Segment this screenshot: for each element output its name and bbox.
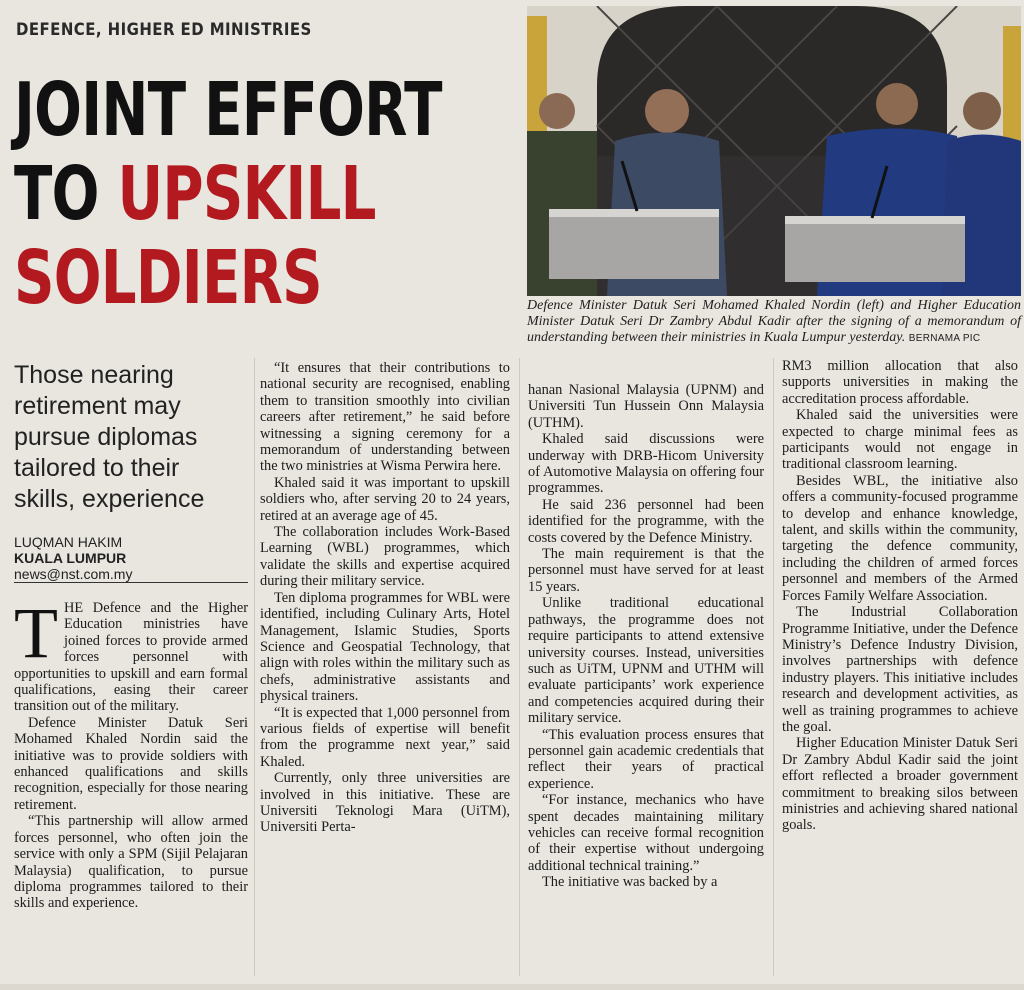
byline (14, 534, 249, 582)
column-divider (254, 358, 255, 976)
drop-cap: T (14, 593, 58, 673)
paragraph (14, 593, 248, 715)
byline-author: LUQMAN HAKIM (14, 534, 123, 550)
paragraph: “It is expected that 1,000 personnel from various fields of expertise will benefit from the programme next year,” said Khaled. (260, 704, 510, 770)
page-bottom-edge (0, 984, 1024, 990)
paragraph: “This evaluation process ensures that personnel gain academic credentials that reflect their years of practical experience. (528, 726, 764, 792)
paragraph: “It ensures that their contributions to national security are recognised, enabling them to transition smoothly into civilian careers after retirement,” he said before witnessing a signing ceremony for a memorandum of understanding between the two ministries at Wisma Perwira here. (260, 360, 510, 475)
paragraph: “This partnership will allow armed forces personnel, who often join the service with only a SPM (Sijil Pelajaran Malaysia) qualification, to pursue diploma programmes tailored to their skills and experience. (14, 813, 248, 912)
paragraph: RM3 million allocation that also supports universities in making the accreditation process affordable. (782, 358, 1018, 407)
paragraph: Khaled said the universities were expected to charge minimal fees as participants would not engage in traditional classroom learning. (782, 407, 1018, 473)
paragraph: He said 236 personnel had been identified for the programme, with the costs covered by the Defence Ministry. (528, 496, 764, 546)
paragraph: hanan Nasional Malaysia (UPNM) and Universiti Tun Hussein Onn Malaysia (UTHM). (528, 382, 764, 431)
paragraph: Besides WBL, the initiative also offers a community-focused programme to develop and enhance knowledge, talent, and skills within the community, targeting the defence community, including the children of armed forces personnel and members of the Armed Forces Family Welfare Association. (782, 472, 1018, 604)
paragraph-text: HE Defence and the Higher Education ministries have joined forces to provide armed forces personnel with opportunities to upskill and earn formal qualifications, easing their career transition out of the military. (14, 600, 248, 715)
paragraph: Higher Education Minister Datuk Seri Dr Zambry Abdul Kadir said the joint effort reflected a broader government commitment to breaking silos between ministries and achieving shared national goals. (782, 735, 1018, 834)
column-divider (519, 358, 520, 976)
paragraph: Ten diploma programmes for WBL were identified, including Culinary Arts, Hotel Management, Islamic Studies, Sports Science and Geospatial Technology, that align with roles within the military such as chefs, administrative assistants and physical trainers. (260, 589, 510, 705)
paragraph: The initiative was backed by a (542, 874, 718, 891)
article-column-2 (260, 360, 510, 836)
column-divider (773, 358, 774, 976)
photo-credit: BERNAMA PIC (908, 333, 981, 344)
headline (14, 67, 442, 321)
byline-location: KUALA LUMPUR (14, 550, 127, 566)
paragraph: Khaled said it was important to upskill soldiers who, after serving 20 to 24 years, retired at an average age of 45. (260, 474, 510, 524)
photo-illustration (527, 6, 1021, 296)
headline-line-2b: UPSKILL (117, 151, 376, 237)
article-column-3 (528, 382, 764, 891)
headline-line-1: JOINT EFFORT (14, 67, 442, 153)
article-column-1 (14, 593, 248, 912)
news-photo (527, 6, 1021, 296)
section-kicker: DEFENCE, HIGHER ED MINISTRIES (16, 20, 312, 40)
subheadline: Those nearing retirement may pursue diplomas tailored to their skills, experience (14, 361, 205, 513)
paragraph: The collaboration includes Work-Based Learning (WBL) programmes, which validate the skills and expertise acquired during their military service. (260, 524, 510, 590)
paragraph: “For instance, mechanics who have spent decades maintaining military vehicles can receive formal recognition of their expertise without undergoing additional technical training.” (528, 792, 764, 874)
paragraph: Defence Minister Datuk Seri Mohamed Khaled Nordin said the initiative was to provide soldiers with enhanced qualifications and skills recognition, especially for those nearing retirement. (14, 714, 248, 813)
byline-email[interactable]: news@nst.com.my (14, 566, 133, 582)
byline-divider (14, 582, 248, 583)
paragraph: Unlike traditional educational pathways, the programme does not require participants to attend extensive university courses. Instead, universities such as UiTM, UPNM and UTHM will evaluate participants’ work experience and competencies acquired during their military service. (528, 595, 764, 727)
article-column-4 (782, 358, 1018, 834)
caption-text: Defence Minister Datuk Seri Mohamed Khaled Nordin (left) and Higher Education Minister Datuk Seri Dr Zambry Abdul Kadir after the signing of a memorandum of understanding between their ministries in Kuala Lumpur yesterday. (527, 298, 1021, 345)
headline-line-2a: TO (14, 151, 118, 237)
paragraph: Khaled said discussions were underway with DRB-Hicom University of Automotive Malaysia on offering four programmes. (528, 431, 764, 497)
paragraph: The main requirement is that the personnel must have served for at least 15 years. (528, 546, 764, 595)
paragraph: Currently, only three universities are involved in this initiative. These are Universiti Teknologi Mara (UiTM), Universiti Perta- (260, 770, 510, 836)
paragraph: The Industrial Collaboration Programme Initiative, under the Defence Ministry’s Defence Industry Division, involves partnerships with defence industry players. This initiative includes research and development activities, as well as training programmes to achieve the goal. (782, 604, 1018, 735)
photo-caption (527, 298, 1021, 347)
headline-line-3: SOLDIERS (14, 235, 322, 321)
